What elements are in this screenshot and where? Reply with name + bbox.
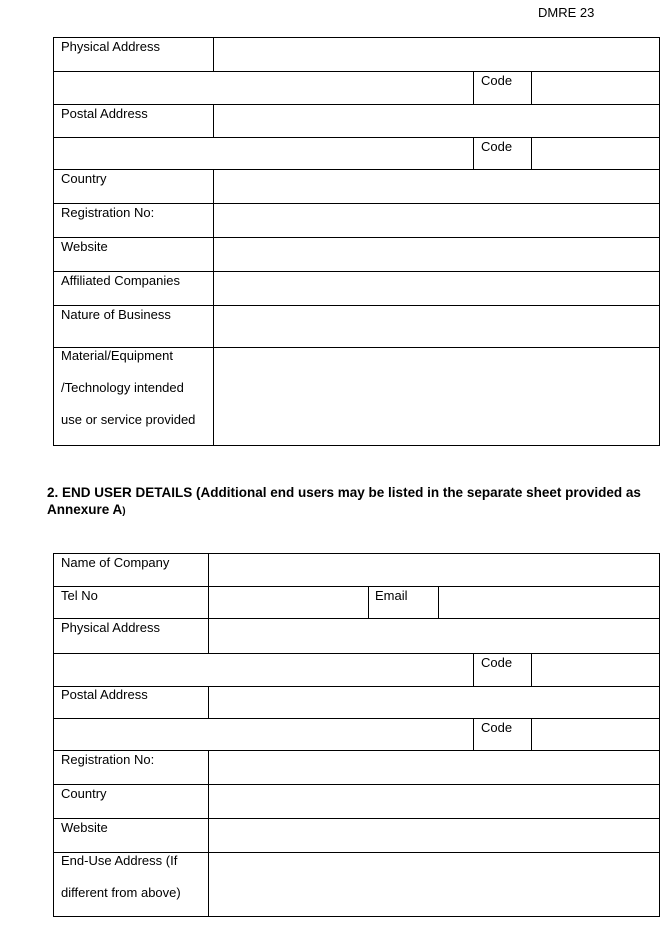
tel-label: Tel No [61, 588, 98, 603]
website-label: Website [61, 820, 108, 835]
enduse-label-line: different from above) [61, 885, 181, 900]
material-equipment-field[interactable] [213, 347, 660, 446]
enduser-physical-code-field[interactable] [531, 653, 660, 687]
registration-label: Registration No: [61, 205, 155, 220]
tel-field[interactable] [208, 586, 369, 619]
country-label: Country [61, 786, 107, 801]
registration-label: Registration No: [61, 752, 155, 767]
affiliated-companies-field[interactable] [213, 271, 660, 306]
physical-address-line2-field[interactable] [53, 71, 474, 105]
nature-of-business-field[interactable] [213, 305, 660, 348]
website-label: Website [61, 239, 108, 254]
company-label: Name of Company [61, 555, 170, 570]
company-name-field[interactable] [208, 553, 660, 587]
email-label: Email [375, 588, 408, 603]
section2-heading-end: ) [122, 506, 126, 517]
enduser-physical-address-field[interactable] [208, 618, 660, 654]
country-label: Country [61, 171, 107, 186]
affiliated-label: Affiliated Companies [61, 273, 180, 288]
physical-address-label: Physical Address [61, 39, 160, 54]
code-label: Code [481, 720, 513, 735]
postal-code-field[interactable] [531, 137, 660, 170]
registration-field[interactable] [213, 203, 660, 238]
postal-address-label: Postal Address [61, 106, 148, 121]
physical-address-field[interactable] [213, 37, 660, 72]
country-field[interactable] [213, 169, 660, 204]
physical-address-label: Physical Address [61, 620, 160, 635]
enduser-postal-address-field[interactable] [208, 686, 660, 719]
section2-heading-text: 2. END USER DETAILS (Additional end users may be listed in the separate sheet provided as Annexure A [47, 485, 641, 517]
code-label: Code [481, 73, 513, 88]
material-label-line: use or service provided [61, 412, 196, 427]
website-field[interactable] [213, 237, 660, 272]
section2-heading [47, 484, 647, 520]
enduser-physical-line2-field[interactable] [53, 653, 474, 687]
material-label-line: Material/Equipment [61, 348, 173, 363]
nature-label: Nature of Business [61, 307, 171, 322]
code-label: Code [481, 655, 513, 670]
postal-address-field[interactable] [213, 104, 660, 138]
enduser-website-field[interactable] [208, 818, 660, 853]
postal-address-label: Postal Address [61, 687, 148, 702]
enduser-country-field[interactable] [208, 784, 660, 819]
code-label: Code [481, 139, 513, 154]
material-label-line: /Technology intended [61, 380, 184, 395]
enduse-address-field[interactable] [208, 852, 660, 917]
postal-address-line2-field[interactable] [53, 137, 474, 170]
doc-code: DMRE 23 [538, 5, 595, 20]
email-field[interactable] [438, 586, 660, 619]
enduser-postal-code-field[interactable] [531, 718, 660, 751]
physical-code-field[interactable] [531, 71, 660, 105]
enduser-registration-field[interactable] [208, 750, 660, 785]
enduse-label-line: End-Use Address (If [61, 853, 178, 868]
enduser-postal-line2-field[interactable] [53, 718, 474, 751]
